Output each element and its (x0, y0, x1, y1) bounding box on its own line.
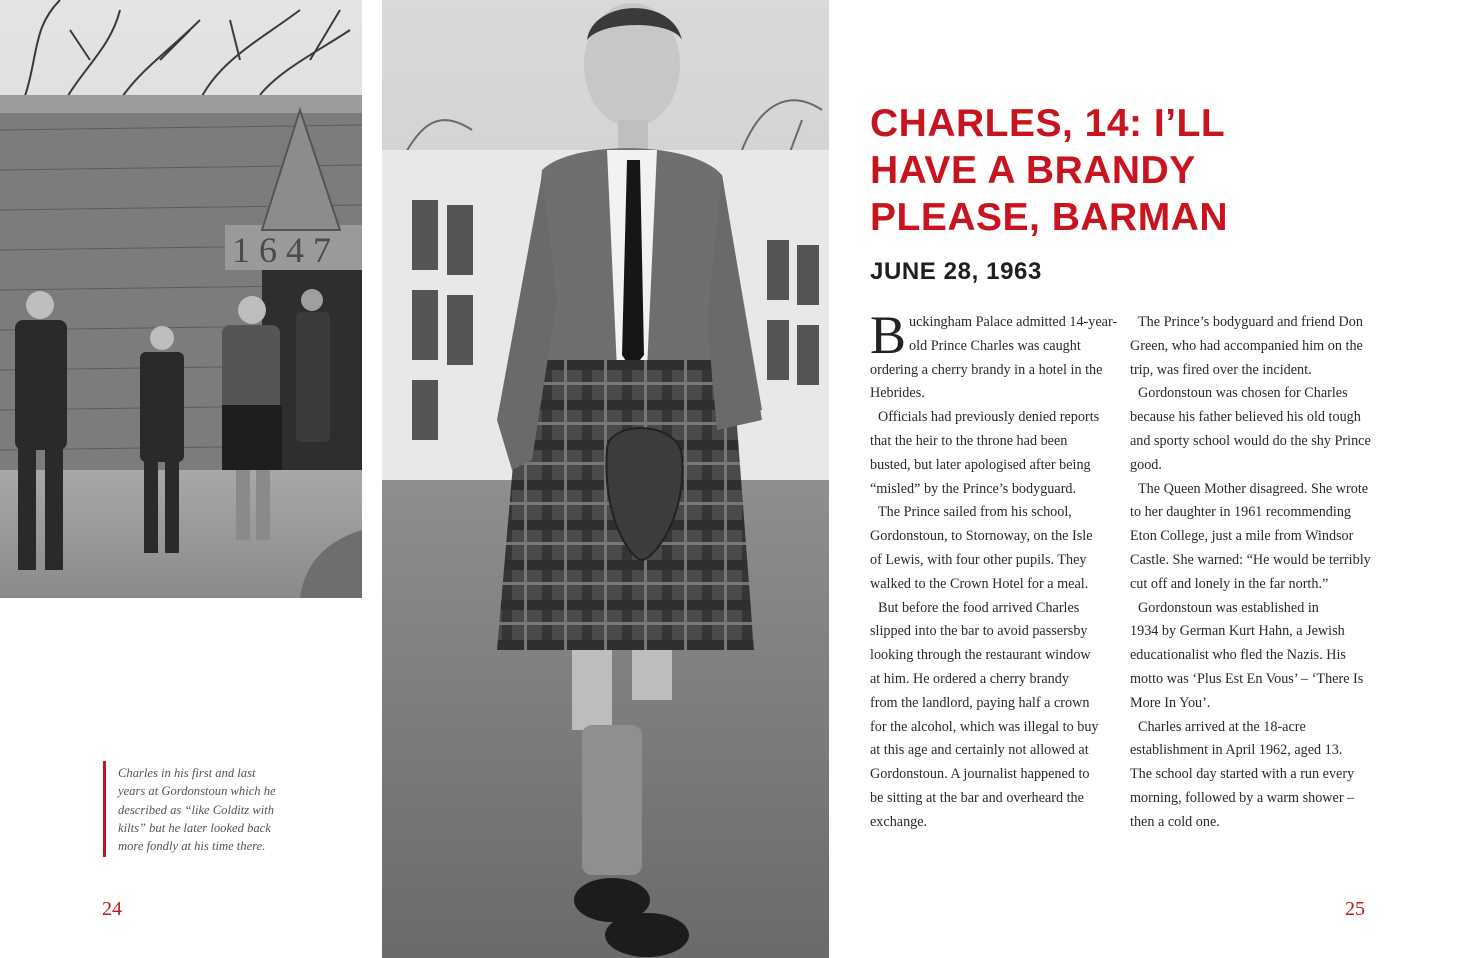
caption-line: Charles in his first and last (118, 766, 256, 780)
body-line: cut off and lonely in the far north.” (1130, 575, 1329, 592)
body-line: educationalist who fled the Nazis. His (1130, 647, 1346, 664)
body-line: Charles arrived at the 18-acre (1138, 718, 1306, 735)
body-line: motto was ‘Plus Est En Vous’ – ‘There Is (1130, 670, 1364, 687)
body-line: and sporty school would do the shy Prince (1130, 432, 1371, 449)
body-line: of Lewis, with four other pupils. They (870, 551, 1087, 568)
body-line: trip, was fired over the incident. (1130, 361, 1312, 378)
body-line: But before the food arrived Charles (878, 599, 1080, 616)
article-headline (870, 100, 1228, 241)
drop-cap: B (870, 305, 907, 365)
body-line: 1934 by German Kurt Hahn, a Jewish (1130, 623, 1345, 640)
body-line: exchange. (870, 813, 928, 830)
body-line: Officials had previously denied reports (878, 409, 1100, 426)
page-number-left: 24 (102, 898, 122, 920)
headline-line: PLEASE, BARMAN (870, 196, 1229, 239)
body-line: at him. He ordered a cherry brandy (870, 670, 1069, 687)
body-line: Castle. She warned: “He would be terribly (1130, 551, 1371, 568)
headline-line: CHARLES, 14: I’LL (870, 102, 1226, 145)
photo-charles-in-kilt (382, 0, 829, 958)
article-column-1 (870, 305, 1120, 835)
body-line: for the alcohol, which was illegal to buy (870, 718, 1099, 735)
body-line: old Prince Charles was caught (909, 337, 1081, 354)
caption-line: described as “like Colditz with (118, 802, 275, 817)
body-line: to her daughter in 1961 recommending (1130, 504, 1352, 521)
body-line: that the heir to the throne had been (870, 432, 1068, 449)
body-line: Green, who had accompanied him on the (1130, 337, 1363, 354)
body-line: establishment in April 1962, aged 13. (1130, 742, 1343, 759)
body-line: from the landlord, paying half a crown (870, 694, 1090, 711)
body-line: The Prince sailed from his school, (878, 504, 1072, 521)
photo-caption (103, 761, 308, 857)
article-column-2 (1130, 311, 1380, 835)
body-line: Hebrides. (870, 385, 925, 402)
body-line: be sitting at the bar and overheard the (870, 789, 1084, 806)
body-line: walked to the Crown Hotel for a meal. (870, 575, 1089, 592)
body-line: because his father believed his old tough (1130, 409, 1361, 426)
body-line: Gordonstoun. A journalist happened to (870, 766, 1090, 783)
page-number-right: 25 (1345, 898, 1365, 920)
body-line: morning, followed by a warm shower – (1130, 789, 1355, 806)
body-line: Gordonstoun was established in (1138, 599, 1319, 616)
body-line: More In You’. (1130, 694, 1211, 711)
body-line: Gordonstoun, to Stornoway, on the Isle (870, 528, 1093, 545)
body-line: at this age and certainly not allowed at (870, 742, 1089, 759)
article-date: JUNE 28, 1963 (870, 258, 1042, 285)
body-line: The Prince’s bodyguard and friend Don (1138, 314, 1363, 330)
body-line: uckingham Palace admitted 14-year- (909, 314, 1118, 330)
caption-line: years at Gordonstoun which he (118, 784, 276, 799)
body-line: “misled” by the Prince’s bodyguard. (870, 480, 1077, 497)
body-line: ordering a cherry brandy in a hotel in the (870, 361, 1103, 378)
body-line: looking through the restaurant window (870, 647, 1091, 664)
caption-line: kilts” but he later looked back (118, 820, 271, 835)
photo-school-gate (0, 0, 362, 598)
body-line: The Queen Mother disagreed. She wrote (1138, 480, 1369, 497)
body-line: then a cold one. (1130, 813, 1220, 830)
body-line: Gordonstoun was chosen for Charles (1138, 385, 1348, 402)
caption-line: more fondly at his time there. (118, 839, 266, 854)
body-line: slipped into the bar to avoid passersby (870, 623, 1088, 640)
headline-line: HAVE A BRANDY (870, 149, 1196, 192)
body-line: busted, but later apologised after being (870, 456, 1091, 473)
svg-text:1 6 4 7: 1 6 4 7 (232, 230, 331, 270)
body-line: good. (1130, 456, 1162, 473)
body-line: Eton College, just a mile from Windsor (1130, 528, 1354, 545)
body-line: The school day started with a run every (1130, 766, 1355, 783)
